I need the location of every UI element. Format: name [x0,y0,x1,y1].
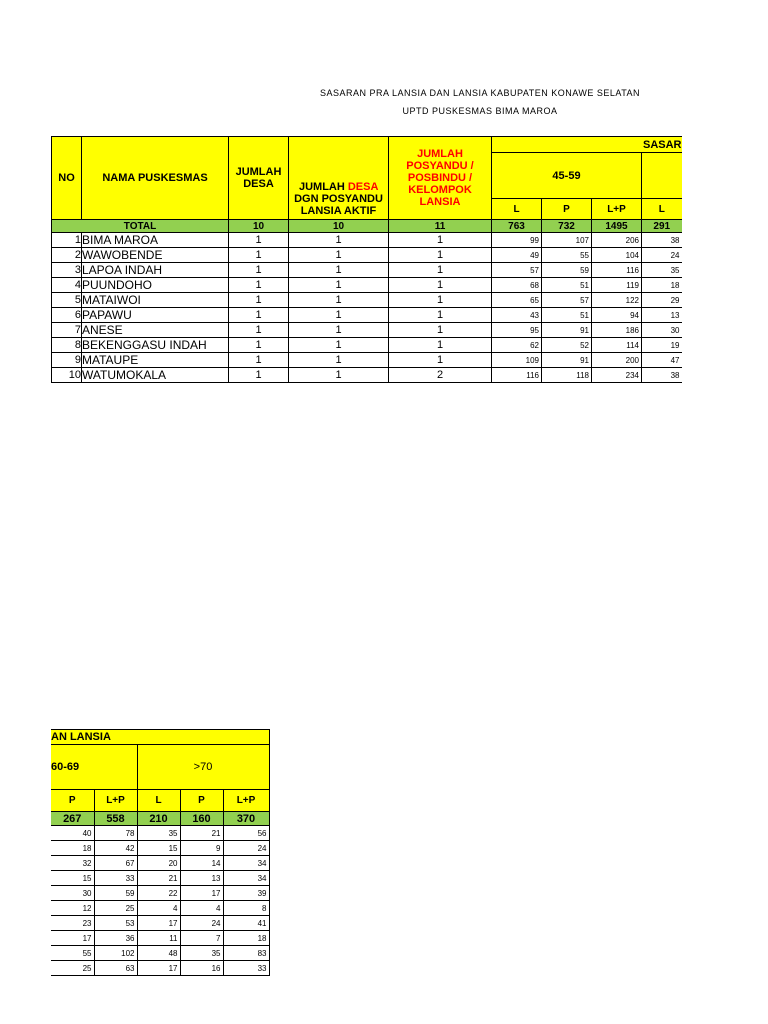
row-45-lp: 119 [592,278,642,293]
row-70-p: 16 [180,961,223,976]
row-60-p: 23 [51,916,94,931]
header-45-l: L [492,199,542,220]
row-60-p: 25 [51,961,94,976]
table-row [51,826,269,841]
row-70-p: 21 [180,826,223,841]
row-nama: ANESE [82,323,229,338]
row-60-p: 12 [51,901,94,916]
row-45-p: 59 [542,263,592,278]
row-45-l: 43 [492,308,542,323]
row-45-lp: 234 [592,368,642,383]
row-no: 8 [52,338,82,353]
row-45-l: 99 [492,233,542,248]
row-70-l: 17 [137,961,180,976]
row-70-p: 24 [180,916,223,931]
header-jumlah-desa: JUMLAH DESA [229,137,289,220]
header-age-45-59: 45-59 [492,153,642,199]
table-row [51,961,269,976]
row-70-lp: 83 [223,946,269,961]
row-desa: 1 [229,278,289,293]
table-row [51,871,269,886]
table-row [51,946,269,961]
row-60-lp: 67 [94,856,137,871]
row-45-lp: 116 [592,263,642,278]
row-60-p: 30 [51,886,94,901]
row-45-p: 91 [542,323,592,338]
total-posyandu: 11 [389,220,492,233]
row-desa-aktif: 1 [289,248,389,263]
row-no: 5 [52,293,82,308]
row-45-l: 65 [492,293,542,308]
row-45-lp: 186 [592,323,642,338]
row-60-p: 32 [51,856,94,871]
row-nama: BIMA MAROA [82,233,229,248]
row-70-lp: 24 [223,841,269,856]
row-no: 2 [52,248,82,263]
row-posyandu: 1 [389,293,492,308]
row-nama: MATAUPE [82,353,229,368]
row-45-l: 57 [492,263,542,278]
table-row [51,901,269,916]
row-70-l: 21 [137,871,180,886]
row-70-p: 9 [180,841,223,856]
row-posyandu: 1 [389,278,492,293]
table-row [52,233,682,248]
row-60-l: 24 [642,248,682,263]
table-row [52,278,682,293]
row-60-l: 13 [642,308,682,323]
row-60-l: 47 [642,353,682,368]
row-60-lp: 78 [94,826,137,841]
row-no: 7 [52,323,82,338]
row-70-p: 35 [180,946,223,961]
row-desa: 1 [229,263,289,278]
row-70-l: 48 [137,946,180,961]
row-nama: LAPOA INDAH [82,263,229,278]
main-table [51,136,682,383]
row-45-p: 107 [542,233,592,248]
table-row [52,323,682,338]
row-desa-aktif: 1 [289,353,389,368]
header-desa-red: DESA [347,181,379,193]
header-age-70: >70 [137,745,269,790]
header-jumlah-posyandu: JUMLAH POSYANDU / POSBINDU / KELOMPOK LANSIA [389,137,492,220]
row-nama: BEKENGGASU INDAH [82,338,229,353]
total-70-l: 210 [137,812,180,826]
table-row [52,248,682,263]
row-70-lp: 18 [223,931,269,946]
row-posyandu: 1 [389,308,492,323]
row-70-l: 11 [137,931,180,946]
row-60-p: 40 [51,826,94,841]
row-45-p: 51 [542,308,592,323]
row-45-p: 55 [542,248,592,263]
row-70-l: 20 [137,856,180,871]
row-desa: 1 [229,353,289,368]
row-desa-aktif: 1 [289,278,389,293]
row-60-p: 18 [51,841,94,856]
row-70-lp: 34 [223,856,269,871]
row-60-p: 17 [51,931,94,946]
row-60-lp: 25 [94,901,137,916]
header-jumlah-desa-aktif [289,137,389,220]
total-desa: 10 [229,220,289,233]
row-70-lp: 41 [223,916,269,931]
row-posyandu: 1 [389,323,492,338]
row-70-lp: 33 [223,961,269,976]
row-45-l: 109 [492,353,542,368]
row-60-lp: 53 [94,916,137,931]
row-70-lp: 56 [223,826,269,841]
total-70-lp: 370 [223,812,269,826]
total-60-p: 267 [51,812,94,826]
row-60-l: 18 [642,278,682,293]
row-desa: 1 [229,308,289,323]
row-posyandu: 1 [389,353,492,368]
row-no: 1 [52,233,82,248]
row-45-lp: 114 [592,338,642,353]
header-jumlah-desa-post: DGN POSYANDU LANSIA AKTIF [294,193,383,217]
total-45-lp: 1495 [592,220,642,233]
header-70-p: P [180,790,223,812]
row-nama: PUUNDOHO [82,278,229,293]
row-70-lp: 8 [223,901,269,916]
row-posyandu: 1 [389,248,492,263]
row-60-l: 30 [642,323,682,338]
table-row [52,353,682,368]
header-60-l: L [642,199,682,220]
header-45-lp: L+P [592,199,642,220]
row-desa: 1 [229,233,289,248]
row-45-p: 52 [542,338,592,353]
row-70-l: 4 [137,901,180,916]
table-row [51,931,269,946]
row-70-lp: 39 [223,886,269,901]
row-60-l: 29 [642,293,682,308]
row-posyandu: 1 [389,233,492,248]
row-no: 3 [52,263,82,278]
row-nama: WAWOBENDE [82,248,229,263]
row-60-l: 19 [642,338,682,353]
row-desa: 1 [229,293,289,308]
header-nama-puskesmas: NAMA PUSKESMAS [82,137,229,220]
header-age-60-69: 60-69 [51,745,137,790]
row-60-l: 38 [642,368,682,383]
row-no: 4 [52,278,82,293]
row-70-l: 17 [137,916,180,931]
table-row [52,368,682,383]
row-60-lp: 59 [94,886,137,901]
row-70-l: 22 [137,886,180,901]
total-desa-aktif: 10 [289,220,389,233]
table-row [51,916,269,931]
row-45-l: 62 [492,338,542,353]
row-70-lp: 34 [223,871,269,886]
row-desa: 1 [229,338,289,353]
row-45-lp: 200 [592,353,642,368]
row-45-p: 51 [542,278,592,293]
row-60-lp: 63 [94,961,137,976]
row-nama: PAPAWU [82,308,229,323]
row-45-p: 57 [542,293,592,308]
row-no: 9 [52,353,82,368]
total-60-lp: 558 [94,812,137,826]
header-sasaran-part2: AN LANSIA [51,730,269,745]
report-subtitle: UPTD PUSKESMAS BIMA MAROA [402,106,558,116]
row-70-p: 13 [180,871,223,886]
row-desa-aktif: 1 [289,338,389,353]
total-45-p: 732 [542,220,592,233]
row-nama: MATAIWOI [82,293,229,308]
header-age-60-69-start [642,153,682,199]
row-45-l: 95 [492,323,542,338]
row-desa-aktif: 1 [289,308,389,323]
row-60-lp: 36 [94,931,137,946]
row-60-l: 35 [642,263,682,278]
row-70-p: 4 [180,901,223,916]
row-no: 10 [52,368,82,383]
row-70-p: 17 [180,886,223,901]
table-row [52,263,682,278]
total-70-p: 160 [180,812,223,826]
total-label: TOTAL [52,220,229,233]
row-desa: 1 [229,368,289,383]
row-45-lp: 104 [592,248,642,263]
row-45-l: 68 [492,278,542,293]
row-45-lp: 122 [592,293,642,308]
row-45-p: 91 [542,353,592,368]
row-posyandu: 1 [389,263,492,278]
row-60-lp: 33 [94,871,137,886]
header-45-p: P [542,199,592,220]
row-desa: 1 [229,323,289,338]
header-no: NO [52,137,82,220]
row-45-p: 118 [542,368,592,383]
row-45-lp: 94 [592,308,642,323]
row-60-p: 15 [51,871,94,886]
row-60-lp: 102 [94,946,137,961]
table-row [52,293,682,308]
continuation-table [51,729,270,976]
row-desa-aktif: 1 [289,323,389,338]
row-desa-aktif: 1 [289,368,389,383]
report-title: SASARAN PRA LANSIA DAN LANSIA KABUPATEN KONAWE SELATAN [319,88,641,98]
table-row [52,338,682,353]
header-70-l: L [137,790,180,812]
header-jumlah-desa-pre: JUMLAH [298,181,348,193]
row-posyandu: 2 [389,368,492,383]
header-70-lp: L+P [223,790,269,812]
table-row [51,856,269,871]
row-45-lp: 206 [592,233,642,248]
row-60-l: 38 [642,233,682,248]
row-70-p: 7 [180,931,223,946]
header-60-p: P [51,790,94,812]
row-nama: WATUMOKALA [82,368,229,383]
row-45-l: 49 [492,248,542,263]
row-desa-aktif: 1 [289,263,389,278]
row-70-l: 35 [137,826,180,841]
total-60-l: 291 [642,220,682,233]
table-row [51,886,269,901]
total-45-l: 763 [492,220,542,233]
row-60-p: 55 [51,946,94,961]
row-posyandu: 1 [389,338,492,353]
row-desa: 1 [229,248,289,263]
header-sasaran-part1: SASAR [492,137,682,153]
row-70-l: 15 [137,841,180,856]
header-60-lp: L+P [94,790,137,812]
row-60-lp: 42 [94,841,137,856]
row-70-p: 14 [180,856,223,871]
row-45-l: 116 [492,368,542,383]
table-row [51,841,269,856]
table-row [52,308,682,323]
row-desa-aktif: 1 [289,233,389,248]
row-desa-aktif: 1 [289,293,389,308]
row-no: 6 [52,308,82,323]
